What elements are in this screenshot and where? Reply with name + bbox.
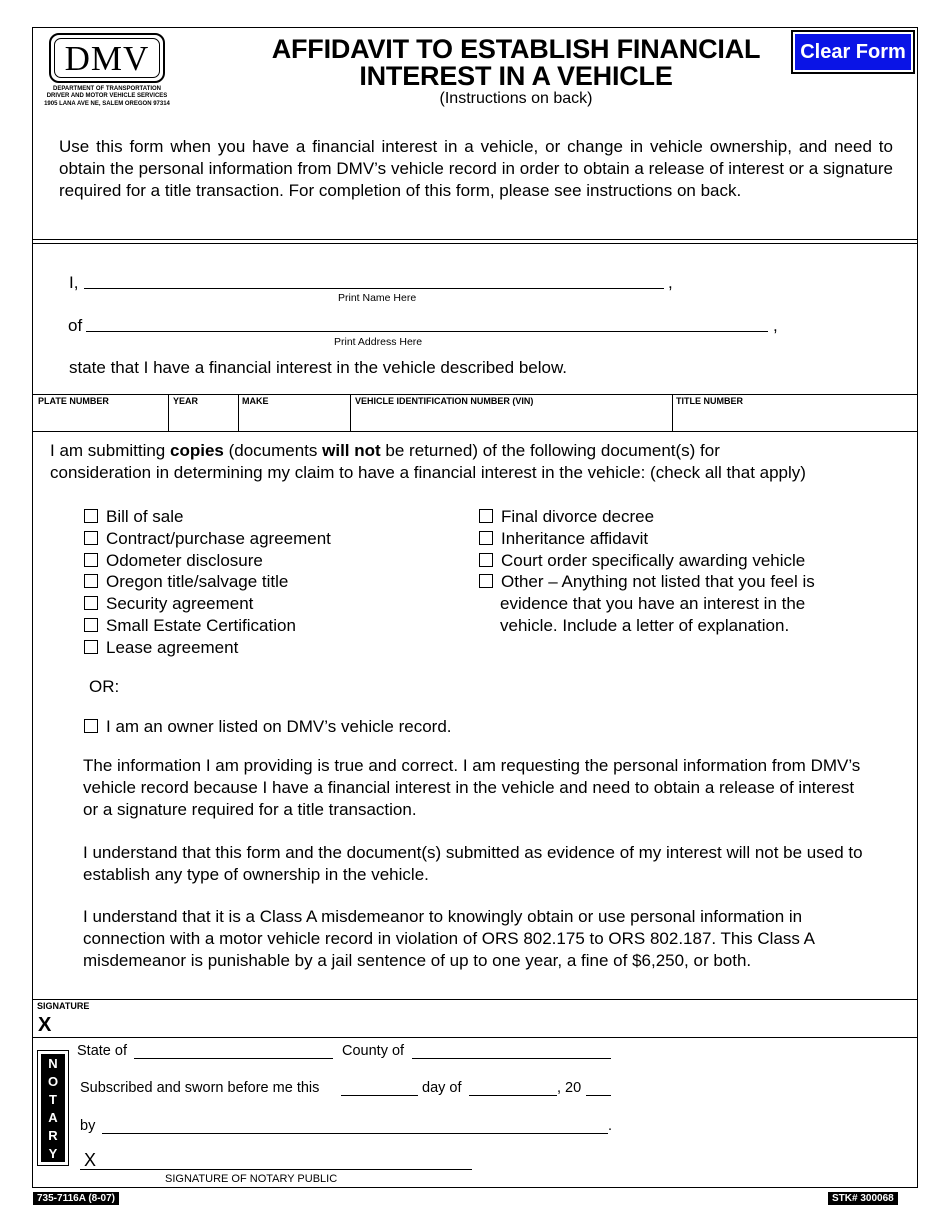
other-explanation-line3: vehicle. Include a letter of explanation.: [500, 616, 790, 635]
vin-field[interactable]: [351, 409, 671, 430]
year-field[interactable]: [169, 409, 237, 430]
notary-signature-caption: SIGNATURE OF NOTARY PUBLIC: [165, 1173, 338, 1185]
notary-letter: O: [47, 1074, 59, 1089]
checkbox-contract-purchase[interactable]: Contract/purchase agreement: [84, 528, 331, 550]
title-number-field[interactable]: [673, 409, 917, 430]
statement-misdemeanor: I understand that it is a Class A misdemeanor to knowingly obtain or use personal information in connection with a motor vehicle record in violation of ORS 802.175 to ORS 802.187. This Class A misdemeanor is punishable by a jail sentence of up to one year, a fine of $6,250, or both.: [83, 907, 815, 970]
clear-form-button[interactable]: Clear Form: [791, 30, 915, 74]
signature-label: SIGNATURE: [37, 1001, 90, 1011]
form-title-line1: AFFIDAVIT TO ESTABLISH FINANCIAL: [271, 34, 761, 64]
statement-no-ownership: I understand that this form and the document(s) submitted as evidence of my interest will not be used to establish any type of ownership in the vehicle.: [83, 843, 863, 884]
divider: [32, 394, 918, 395]
signature-field[interactable]: [60, 1012, 910, 1036]
sworn-year-field[interactable]: [586, 1080, 611, 1096]
notary-signature-mark: X: [84, 1150, 97, 1170]
sworn-month-field[interactable]: [469, 1080, 557, 1096]
state-field[interactable]: [134, 1043, 333, 1059]
interest-statement: state that I have a financial interest in the vehicle described below.: [69, 358, 568, 377]
divider: [32, 999, 918, 1000]
year-header: YEAR: [173, 396, 199, 406]
form-title-line2: INTEREST IN A VEHICLE: [359, 61, 673, 91]
checkbox-security-agreement[interactable]: Security agreement: [84, 593, 253, 615]
checkbox-lease-agreement[interactable]: Lease agreement: [84, 637, 238, 659]
form-number: 735-7116A (8-07): [33, 1192, 119, 1205]
dmv-logo-text: DMV: [64, 39, 150, 78]
checkbox-odometer[interactable]: Odometer disclosure: [84, 550, 263, 572]
address-caption: Print Address Here: [334, 336, 423, 348]
divider: [32, 431, 918, 432]
checkbox-court-order[interactable]: Court order specifically awarding vehicle: [479, 550, 805, 572]
notary-badge: [37, 1050, 69, 1166]
divider: [32, 1037, 918, 1038]
address-field[interactable]: [86, 314, 768, 332]
stock-number: STK# 300068: [828, 1192, 898, 1205]
checkbox-oregon-title[interactable]: Oregon title/salvage title: [84, 571, 288, 593]
signature-mark: X: [38, 1014, 52, 1036]
by-label: by: [80, 1118, 96, 1134]
name-suffix: ,: [668, 273, 673, 292]
plate-number-header: PLATE NUMBER: [38, 396, 109, 406]
divider: [32, 243, 918, 244]
year-label: , 20: [557, 1080, 582, 1096]
checkbox-small-estate[interactable]: Small Estate Certification: [84, 615, 296, 637]
checkbox-bill-of-sale[interactable]: Bill of sale: [84, 506, 183, 528]
name-caption: Print Name Here: [338, 292, 417, 304]
plate-number-field[interactable]: [33, 409, 167, 430]
notary-letter: N: [48, 1056, 58, 1071]
checkbox-inheritance[interactable]: Inheritance affidavit: [479, 528, 648, 550]
notary-letter: A: [48, 1110, 58, 1125]
county-label: County of: [342, 1043, 405, 1059]
dept-division: DRIVER AND MOTOR VEHICLE SERVICES: [46, 93, 168, 99]
dmv-logo: [49, 33, 165, 83]
divider: [32, 239, 918, 240]
sworn-label: Subscribed and sworn before me this: [80, 1080, 320, 1096]
documents-lead: I am submitting copies (documents will not be returned) of the following document(s) for: [50, 441, 720, 460]
checkbox-other[interactable]: Other – Anything not listed that you feel is: [479, 571, 815, 593]
statement-truth: The information I am providing is true and correct. I am requesting the personal information from DMV’s vehicle record because I have a financial interest in the vehicle and need to obtain a release of interest or a signature required for a title transaction.: [83, 756, 861, 819]
form-subtitle: (Instructions on back): [439, 90, 593, 107]
dept-name: DEPARTMENT OF TRANSPORTATION: [53, 86, 161, 92]
day-of-label: day of: [422, 1080, 462, 1096]
vin-header: VEHICLE IDENTIFICATION NUMBER (VIN): [355, 396, 534, 406]
other-explanation-line2: evidence that you have an interest in the: [500, 594, 806, 613]
sworn-day-field[interactable]: [341, 1080, 418, 1096]
make-field[interactable]: [239, 409, 349, 430]
dept-address: 1905 LANA AVE NE, SALEM OREGON 97314: [44, 101, 170, 107]
checkbox-owner-listed[interactable]: I am an owner listed on DMV’s vehicle record.: [84, 716, 452, 738]
name-field[interactable]: [84, 271, 664, 289]
title-number-header: TITLE NUMBER: [676, 396, 743, 406]
notary-letter: R: [48, 1128, 58, 1143]
checkbox-divorce-decree[interactable]: Final divorce decree: [479, 506, 654, 528]
notary-letter: Y: [48, 1146, 58, 1161]
by-field[interactable]: [102, 1118, 608, 1134]
intro-paragraph: Use this form when you have a financial interest in a vehicle, or change in vehicle ownership, and need to obtain the personal information from DMV’s vehicle record in order to obtain a release of interest or a signature required for a title transaction. For completion of this form, please see instructions on back.: [59, 137, 893, 200]
notary-letter: T: [49, 1092, 57, 1107]
name-prefix: I,: [69, 273, 79, 292]
or-label: OR:: [89, 677, 120, 696]
make-header: MAKE: [242, 396, 269, 406]
county-field[interactable]: [412, 1043, 611, 1059]
notary-signature-field[interactable]: [80, 1152, 472, 1170]
by-suffix: .: [608, 1118, 613, 1134]
state-label: State of: [77, 1043, 127, 1059]
address-suffix: ,: [773, 316, 778, 335]
documents-lead-line2: consideration in determining my claim to have a financial interest in the vehicle: (check all that apply): [50, 463, 806, 482]
address-prefix: of: [68, 316, 83, 335]
